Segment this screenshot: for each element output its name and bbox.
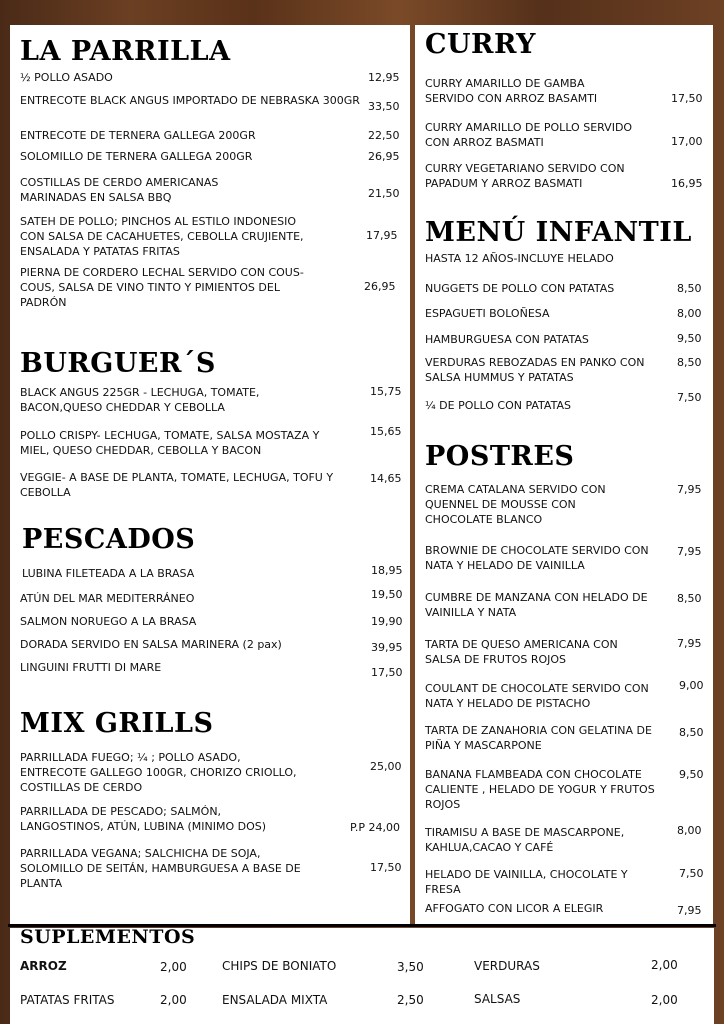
- menu-item-name: COSTILLAS DE CERDO AMERICANAS MARINADAS EN SALSA BBQ: [20, 176, 219, 204]
- menu-item-name: AFFOGATO CON LICOR A ELEGIR: [425, 902, 604, 915]
- menu-item-name: DORADA SERVIDO EN SALSA MARINERA (2 pax): [20, 638, 282, 651]
- menu-item-name: HELADO DE VAINILLA, CHOCOLATE Y FRESA: [425, 868, 628, 896]
- menu-item-price: 17,95: [366, 229, 398, 242]
- menu-item-price: 12,95: [368, 71, 400, 84]
- menu-item-name: SATEH DE POLLO; PINCHOS AL ESTILO INDONESIO CON SALSA DE CACAHUETES, CEBOLLA CRUJIENTE, ENSALADA Y PATATAS FRITAS: [20, 215, 304, 258]
- menu-item-name: SALMON NORUEGO A LA BRASA: [20, 615, 197, 628]
- menu-item-price: 22,50: [368, 129, 400, 142]
- menu-item-price: 7,95: [677, 904, 702, 917]
- menu-item-price: 8,50: [677, 592, 702, 605]
- section-title-curry: CURRY: [425, 29, 536, 60]
- menu-item-price: 21,50: [368, 187, 400, 200]
- menu-item-price: 18,95: [371, 564, 403, 577]
- supplement-name: ARROZ: [20, 959, 67, 973]
- menu-item-name: TIRAMISU A BASE DE MASCARPONE, KAHLUA,CACAO Y CAFÉ: [425, 826, 625, 854]
- supplement-price: 2,50: [397, 993, 424, 1007]
- menu-item-price: 26,95: [368, 150, 400, 163]
- supplement-name: ENSALADA MIXTA: [222, 993, 328, 1007]
- menu-item-price: 19,90: [371, 615, 403, 628]
- supplement-name: SALSAS: [474, 992, 521, 1006]
- menu-item-name: BROWNIE DE CHOCOLATE SERVIDO CON NATA Y HELADO DE VAINILLA: [425, 544, 649, 572]
- supplement-name: PATATAS FRITAS: [20, 993, 115, 1007]
- menu-item-price: 33,50: [368, 100, 400, 113]
- menu-item-price: 14,65: [370, 472, 402, 485]
- menu-item-name: ¼ DE POLLO CON PATATAS: [425, 399, 571, 412]
- supplement-price: 3,50: [397, 960, 424, 974]
- menu-item-name: CREMA CATALANA SERVIDO CON QUENNEL DE MOUSSE CON CHOCOLATE BLANCO: [425, 483, 606, 526]
- menu-item-price: 17,00: [671, 135, 703, 148]
- section-title-burguers: BURGUER´S: [20, 348, 216, 379]
- menu-item-price: 26,95: [364, 280, 396, 293]
- menu-item-price: 7,50: [677, 391, 702, 404]
- menu-item-price: 15,75: [370, 385, 402, 398]
- menu-item-price: 19,50: [371, 588, 403, 601]
- menu-item-price: 8,50: [677, 282, 702, 295]
- supplement-price: 2,00: [651, 958, 678, 972]
- menu-infantil-note: HASTA 12 AÑOS-INCLUYE HELADO: [425, 252, 614, 265]
- menu-item-price: 8,50: [679, 726, 704, 739]
- menu-item-name: NUGGETS DE POLLO CON PATATAS: [425, 282, 615, 295]
- menu-item-price: 8,00: [677, 307, 702, 320]
- menu-item-price: 15,65: [370, 425, 402, 438]
- menu-item-name: PARRILLADA DE PESCADO; SALMÓN, LANGOSTINOS, ATÚN, LUBINA (MINIMO DOS): [20, 805, 267, 833]
- menu-item-name: ATÚN DEL MAR MEDITERRÁNEO: [20, 592, 195, 605]
- menu-item-name: LUBINA FILETEADA A LA BRASA: [22, 567, 195, 580]
- menu-item-price: 7,50: [679, 867, 704, 880]
- menu-item-price: 17,50: [370, 861, 402, 874]
- section-title-la-parrilla: LA PARRILLA: [20, 36, 231, 67]
- menu-item-name: BANANA FLAMBEADA CON CHOCOLATE CALIENTE , HELADO DE YOGUR Y FRUTOS ROJOS: [425, 768, 655, 811]
- section-title-menu-infantil: MENÚ INFANTIL: [425, 217, 692, 248]
- menu-item-name: CURRY AMARILLO DE GAMBA SERVIDO CON ARROZ BASAMTI: [425, 77, 598, 105]
- menu-item-price: 39,95: [371, 641, 403, 654]
- supplement-name: VERDURAS: [474, 959, 540, 973]
- menu-item-price: 7,95: [677, 483, 702, 496]
- section-title-postres: POSTRES: [425, 441, 575, 472]
- menu-item-name: PARRILLADA VEGANA; SALCHICHA DE SOJA, SOLOMILLO DE SEITÁN, HAMBURGUESA A BASE DE PLANTA: [20, 847, 301, 890]
- menu-item-price: P.P 24,00: [350, 821, 401, 834]
- menu-item-name: LINGUINI FRUTTI DI MARE: [20, 661, 162, 674]
- menu-item-price: 9,00: [679, 679, 704, 692]
- menu-item-price: 17,50: [671, 92, 703, 105]
- supplement-price: 2,00: [160, 960, 187, 974]
- menu-item-price: 8,50: [677, 356, 702, 369]
- menu-item-name: PARRILLADA FUEGO; ¼ ; POLLO ASADO, ENTRECOTE GALLEGO 100GR, CHORIZO CRIOLLO, COSTILLAS DE CERDO: [20, 751, 297, 794]
- menu-item-name: BLACK ANGUS 225GR - LECHUGA, TOMATE, BACON,QUESO CHEDDAR Y CEBOLLA: [20, 386, 260, 414]
- section-title-suplementos: SUPLEMENTOS: [20, 926, 196, 948]
- menu-item-name: POLLO CRISPY- LECHUGA, TOMATE, SALSA MOSTAZA Y MIEL, QUESO CHEDDAR, CEBOLLA Y BACON: [20, 429, 320, 457]
- menu-item-name: VEGGIE- A BASE DE PLANTA, TOMATE, LECHUGA, TOFU Y CEBOLLA: [20, 471, 334, 499]
- menu-item-price: 16,95: [671, 177, 703, 190]
- menu-item-name: CURRY AMARILLO DE POLLO SERVIDO CON ARROZ BASMATI: [425, 121, 633, 149]
- menu-item-name: CURRY VEGETARIANO SERVIDO CON PAPADUM Y ARROZ BASMATI: [425, 162, 625, 190]
- menu-item-name: ENTRECOTE DE TERNERA GALLEGA 200GR: [20, 129, 256, 142]
- supplement-price: 2,00: [160, 993, 187, 1007]
- menu-item-price: 7,95: [677, 545, 702, 558]
- menu-item-name: TARTA DE QUESO AMERICANA CON SALSA DE FRUTOS ROJOS: [425, 638, 618, 666]
- menu-item-price: 7,95: [677, 637, 702, 650]
- menu-item-name: VERDURAS REBOZADAS EN PANKO CON SALSA HUMMUS Y PATATAS: [425, 356, 645, 384]
- menu-item-name: TARTA DE ZANAHORIA CON GELATINA DE PIÑA Y MASCARPONE: [425, 724, 652, 752]
- menu-item-name: ½ POLLO ASADO: [20, 71, 113, 84]
- section-title-mix-grills: MIX GRILLS: [20, 708, 214, 739]
- supplement-name: CHIPS DE BONIATO: [222, 959, 337, 973]
- menu-item-price: 9,50: [679, 768, 704, 781]
- menu-item-name: PIERNA DE CORDERO LECHAL SERVIDO CON COUS-COUS, SALSA DE VINO TINTO Y PIMIENTOS DEL PADRÓN: [20, 266, 304, 309]
- menu-item-price: 17,50: [371, 666, 403, 679]
- menu-item-name: SOLOMILLO DE TERNERA GALLEGA 200GR: [20, 150, 253, 163]
- menu-item-price: 8,00: [677, 824, 702, 837]
- menu-item-price: 9,50: [677, 332, 702, 345]
- menu-item-name: HAMBURGUESA CON PATATAS: [425, 333, 589, 346]
- section-title-pescados: PESCADOS: [22, 524, 196, 555]
- supplement-price: 2,00: [651, 993, 678, 1007]
- menu-item-name: COULANT DE CHOCOLATE SERVIDO CON NATA Y HELADO DE PISTACHO: [425, 682, 649, 710]
- menu-item-name: ENTRECOTE BLACK ANGUS IMPORTADO DE NEBRASKA 300GR: [20, 94, 360, 107]
- menu-item-name: CUMBRE DE MANZANA CON HELADO DE VAINILLA Y NATA: [425, 591, 648, 619]
- menu-item-price: 25,00: [370, 760, 402, 773]
- menu-item-name: ESPAGUETI BOLOÑESA: [425, 307, 550, 320]
